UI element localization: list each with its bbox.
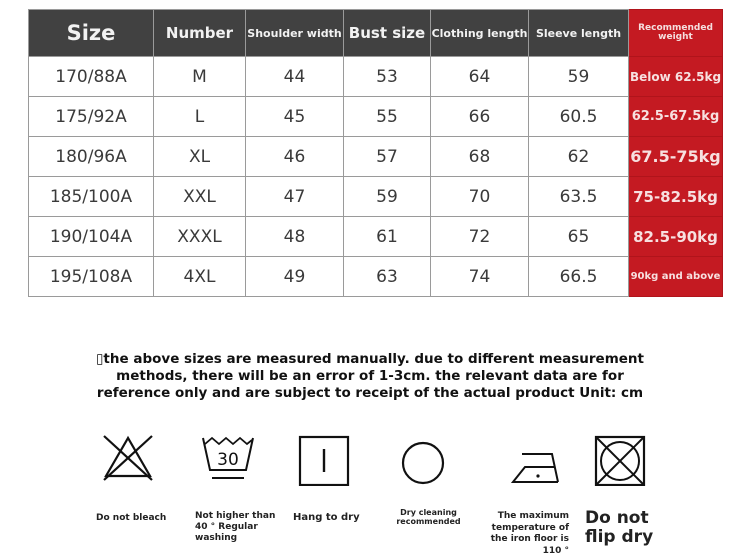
header-bust-size: Bust size: [344, 10, 431, 57]
cell-size: 170/88A: [29, 57, 154, 97]
cell-weight: 82.5-90kg: [629, 217, 723, 257]
cell-shoulder: 46: [246, 137, 344, 177]
table-row: [29, 57, 723, 97]
cell-length: 72: [431, 217, 529, 257]
care-item-wash-30: [178, 432, 278, 482]
cell-number: 4XL: [154, 257, 246, 297]
cell-length: 74: [431, 257, 529, 297]
measurement-note: ▯the above sizes are measured manually. due to different measurement methods, there will be an error of 1-3cm. the relevant data are for reference only and are subject to receipt of the actual product Unit: cm: [96, 351, 644, 401]
table-row: [29, 137, 723, 177]
hang-dry-icon: [297, 432, 351, 486]
no-bleach-icon: [100, 432, 156, 484]
no-tumble-dry-icon: [593, 432, 647, 486]
cell-number: XXXL: [154, 217, 246, 257]
wash-temp-label: 30: [217, 450, 239, 470]
dry-clean-icon: [398, 432, 448, 486]
care-item-no-tumble-dry: [570, 432, 670, 486]
care-label-wash: Not higher than 40 ° Regular washing: [195, 511, 276, 543]
care-item-dry-clean: [373, 432, 473, 486]
table-row: [29, 97, 723, 137]
cell-shoulder: 47: [246, 177, 344, 217]
cell-bust: 55: [344, 97, 431, 137]
cell-weight: 67.5-75kg: [629, 137, 723, 177]
cell-bust: 57: [344, 137, 431, 177]
cell-number: XXL: [154, 177, 246, 217]
cell-length: 66: [431, 97, 529, 137]
cell-number: L: [154, 97, 246, 137]
cell-weight: Below 62.5kg: [629, 57, 723, 97]
cell-number: XL: [154, 137, 246, 177]
care-label-no-tumble-dry: Do not flip dry: [585, 508, 654, 547]
header-recommended-weight: Recommended weight: [629, 10, 723, 57]
header-sleeve-length: Sleeve length: [529, 10, 629, 57]
cell-sleeve: 65: [529, 217, 629, 257]
table-row: [29, 177, 723, 217]
cell-weight: 62.5-67.5kg: [629, 97, 723, 137]
cell-size: 195/108A: [29, 257, 154, 297]
cell-weight: 90kg and above: [629, 257, 723, 297]
cell-bust: 63: [344, 257, 431, 297]
cell-sleeve: 60.5: [529, 97, 629, 137]
cell-sleeve: 63.5: [529, 177, 629, 217]
cell-shoulder: 45: [246, 97, 344, 137]
cell-bust: 61: [344, 217, 431, 257]
cell-size: 185/100A: [29, 177, 154, 217]
iron-low-icon: [508, 432, 564, 486]
header-clothing-length: Clothing length: [431, 10, 529, 57]
cell-bust: 53: [344, 57, 431, 97]
cell-length: 68: [431, 137, 529, 177]
cell-bust: 59: [344, 177, 431, 217]
cell-length: 70: [431, 177, 529, 217]
cell-weight: 75-82.5kg: [629, 177, 723, 217]
cell-shoulder: 44: [246, 57, 344, 97]
cell-length: 64: [431, 57, 529, 97]
header-size: Size: [29, 10, 154, 57]
care-label-no-bleach: Do not bleach: [96, 513, 167, 523]
cell-size: 190/104A: [29, 217, 154, 257]
cell-sleeve: 66.5: [529, 257, 629, 297]
care-label-hang-dry: Hang to dry: [293, 512, 360, 523]
care-label-dry-clean: Dry cleaning recommended: [396, 508, 461, 526]
care-item-hang-dry: [274, 432, 374, 486]
cell-shoulder: 48: [246, 217, 344, 257]
care-label-iron: The maximum temperature of the iron floor is 110 °: [490, 511, 569, 556]
wash-30-icon: [200, 432, 256, 482]
cell-shoulder: 49: [246, 257, 344, 297]
cell-size: 175/92A: [29, 97, 154, 137]
cell-sleeve: 59: [529, 57, 629, 97]
size-chart-table: [28, 9, 723, 297]
care-item-no-bleach: [78, 432, 178, 484]
table-row: [29, 217, 723, 257]
header-number: Number: [154, 10, 246, 57]
cell-size: 180/96A: [29, 137, 154, 177]
cell-sleeve: 62: [529, 137, 629, 177]
table-header-row: [29, 10, 723, 57]
header-shoulder-width: Shoulder width: [246, 10, 344, 57]
table-row: [29, 257, 723, 297]
cell-number: M: [154, 57, 246, 97]
